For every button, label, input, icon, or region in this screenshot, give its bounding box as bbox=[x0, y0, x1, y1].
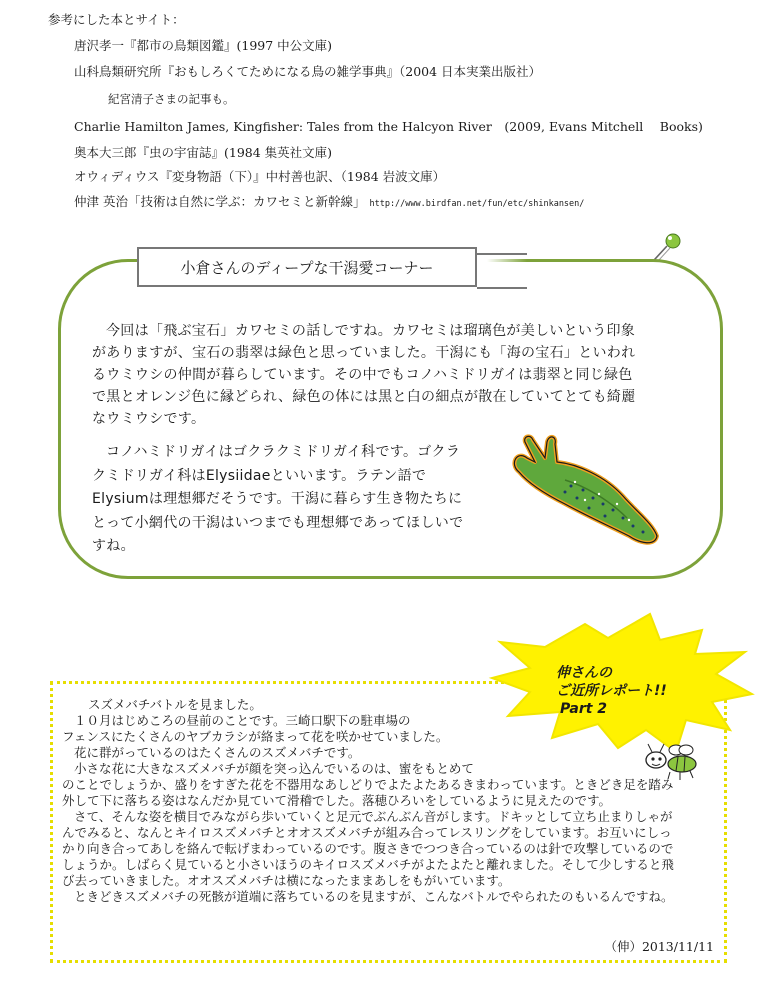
report-badge-line: Part 2 bbox=[560, 701, 608, 717]
report-line: んでみると、なんとキイロスズメバチとオオスズメバチが組み合ってレスリングをしています。お互いにしっ bbox=[62, 825, 672, 840]
corner-text-line: クミドリガイ科はElysiidaeといいます。ラテン語で bbox=[92, 467, 427, 484]
report-line: 外して下に落ちる姿はなんだか見ていて滑稽でした。落穂ひろいをしているように見えたのです。 bbox=[62, 793, 612, 808]
report-line: １０月はじめころの昼前のことです。三崎口駅下の駐車場の bbox=[74, 713, 411, 728]
reference-note: 紀宮清子さまの記事も。 bbox=[108, 92, 235, 106]
report-line: び去っていきました。オオスズメバチは横になったままあしをもがいています。 bbox=[62, 873, 511, 888]
report-line: 小さな花に大きなスズメバチが顔を突っ込んでいるのは、蜜をもとめて bbox=[74, 761, 474, 776]
corner-text-line: るウミウシの仲間が暮らしています。その中でもコノハミドリガイは翡翠と同じ緑色 bbox=[92, 367, 633, 383]
reference-item: 山科鳥類研究所『おもしろくてためになる鳥の雑学事典』（2004 日本実業出版社） bbox=[74, 64, 542, 79]
report-body bbox=[62, 697, 674, 905]
sea-slug-illustration bbox=[505, 428, 675, 553]
corner-paragraph-1 bbox=[92, 320, 636, 430]
report-line: 花に群がっているのはたくさんのスズメバチです。 bbox=[74, 745, 361, 760]
report-badge-line: ご近所レポート!! bbox=[556, 683, 667, 699]
reference-item: 唐沢孝一『都市の鳥類図鑑』(1997 中公文庫) bbox=[74, 38, 333, 53]
report-line: のことでしょうか、盛りをすぎた花を不器用なあしどりでよたよたあるきまわっています。ときどき足を踏み bbox=[62, 777, 674, 792]
corner-text-line: がありますが、宝石の翡翠は緑色と思っていました。干潟にも「海の宝石」といわれ bbox=[92, 345, 636, 361]
corner-text-line: とって小網代の干潟はいつまでも理想郷であってほしいで bbox=[92, 514, 464, 531]
corner-text-line: Elysiumは理想郷だそうです。干潟に暮らす生き物たちに bbox=[92, 491, 463, 507]
report-line: かり向き合ってあしを絡んで転げまわっているのです。腹さきでつつき合っているのは針で攻撃しているので bbox=[62, 841, 674, 856]
corner-paragraph-2 bbox=[92, 441, 463, 559]
corner-text-line: コノハミドリガイはゴクラクミドリガイ科です。ゴクラ bbox=[106, 444, 461, 460]
corner-title: 小倉さんのディープな干潟愛コーナー bbox=[137, 247, 477, 287]
report-signature: （伸）2013/11/11 bbox=[604, 939, 714, 954]
report-line: フェンスにたくさんのヤブカラシが絡まって花を咲かせていました。 bbox=[62, 729, 449, 744]
report-line: しょうか。しばらく見ていると小さいほうのキイロスズメバチがよたよたと離れました。そして少しすると飛 bbox=[62, 857, 674, 872]
references-heading: 参考にした本とサイト： bbox=[48, 12, 185, 27]
reference-url-link[interactable]: http://www.birdfan.net/fun/etc/shinkansen/ bbox=[369, 199, 585, 209]
report-badge-line: 伸さんの bbox=[556, 665, 612, 681]
corner-text-line: 今回は「飛ぶ宝石」カワセミの話しですね。カワセミは瑠璃色が美しいという印象 bbox=[106, 323, 636, 339]
report-line: さて、そんな姿を横目でみながら歩いていくと足元でぶんぶん音がします。ドキッとして立ち止まりしゃが bbox=[74, 809, 673, 824]
reference-item: 奥本大三郎『虫の宇宙誌』(1984 集英社文庫) bbox=[74, 145, 333, 160]
reference-web-title: 仲津 英治「技術は自然に学ぶ：カワセミと新幹線」 bbox=[74, 194, 366, 209]
reference-item: オウィディウス『変身物語（下）』中村善也訳、（1984 岩波文庫） bbox=[74, 169, 446, 184]
corner-text-line: で黒とオレンジ色に縁どられ、緑色の体には黒と白の細点が散在していてとても綺麗 bbox=[92, 389, 636, 405]
corner-text-line: すね。 bbox=[92, 538, 135, 554]
reference-item: Charlie Hamilton James, Kingfisher: Tales from the Halcyon River (2009, Evans Mitchell Books) bbox=[74, 119, 703, 134]
corner-text-line: なウミウシです。 bbox=[92, 411, 206, 427]
report-line: スズメバチバトルを見ました。 bbox=[88, 697, 262, 712]
reference-item-web bbox=[74, 192, 584, 210]
report-line: ときどきスズメバチの死骸が道端に落ちているのを見ますが、こんなバトルでやられたのもいるんですね。 bbox=[74, 889, 674, 904]
